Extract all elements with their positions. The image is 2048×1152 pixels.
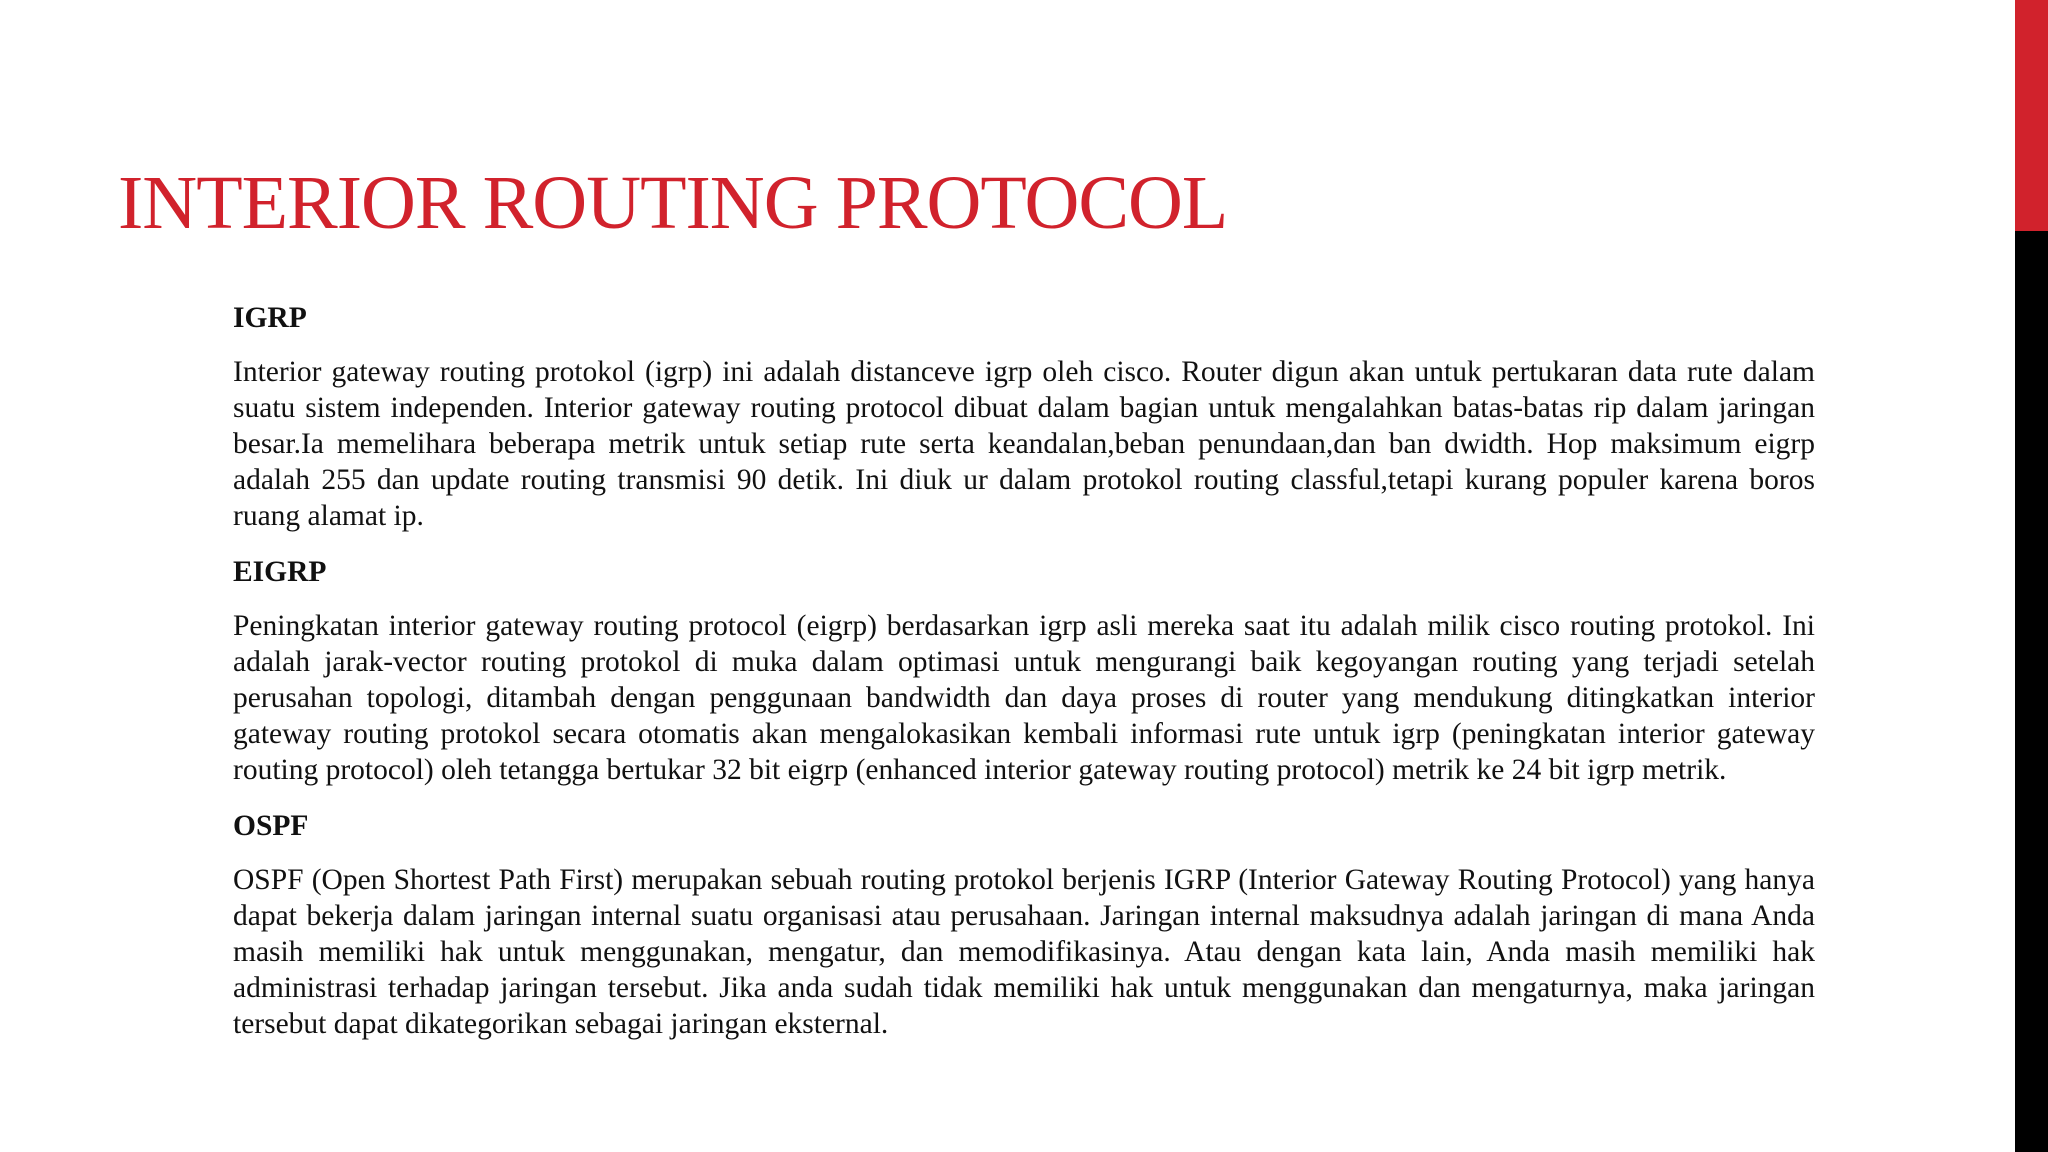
accent-bar-red: [2015, 0, 2048, 231]
section-text-igrp: Interior gateway routing protokol (igrp) ini adalah distanceve igrp oleh cisco. Router digun akan untuk pertukaran data rute dalam suatu sistem independen. Interior gateway routing protocol dibuat dalam bagian untuk mengalahkan batas-batas rip dalam jaringan besar.Ia memelihara beberapa metrik untuk setiap rute serta keandalan,beban penundaan,dan ban dwidth. Hop maksimum eigrp adalah 255 dan update routing transmisi 90 detik. Ini diuk ur dalam protokol routing classful,tetapi kurang populer karena boros ruang alamat ip.: [233, 356, 1815, 532]
accent-bar-black: [2015, 231, 2048, 1152]
section-heading-igrp: IGRP: [233, 302, 307, 334]
slide-title: INTERIOR ROUTING PROTOCOL: [118, 161, 1228, 245]
slide-content: [233, 300, 1815, 1062]
section-text-ospf: OSPF (Open Shortest Path First) merupakan sebuah routing protokol berjenis IGRP (Interior Gateway Routing Protocol) yang hanya dapat bekerja dalam jaringan internal suatu organisasi atau perusahaan. Jaringan internal maksudnya adalah jaringan di mana Anda masih memiliki hak untuk menggunakan, mengatur, dan memodifikasinya. Atau dengan kata lain, Anda masih memiliki hak administrasi terhadap jaringan tersebut. Jika anda sudah tidak memiliki hak untuk menggunakan dan mengaturnya, maka jaringan tersebut dapat dikategorikan sebagai jaringan eksternal.: [233, 864, 1815, 1040]
section-text-eigrp: Peningkatan interior gateway routing protocol (eigrp) berdasarkan igrp asli mereka saat itu adalah milik cisco routing protokol. Ini adalah jarak-vector routing protokol di muka dalam optimasi untuk mengurangi baik kegoyangan routing yang terjadi setelah perusahan topologi, ditambah dengan penggunaan bandwidth dan daya proses di router yang mendukung ditingkatkan interior gateway routing protokol secara otomatis akan mengalokasikan kembali informasi rute untuk igrp (peningkatan interior gateway routing protocol) oleh tetangga bertukar 32 bit eigrp (enhanced interior gateway routing protocol) metrik ke 24 bit igrp metrik.: [233, 610, 1815, 786]
section-heading-ospf: OSPF: [233, 810, 309, 842]
section-heading-eigrp: EIGRP: [233, 556, 327, 588]
